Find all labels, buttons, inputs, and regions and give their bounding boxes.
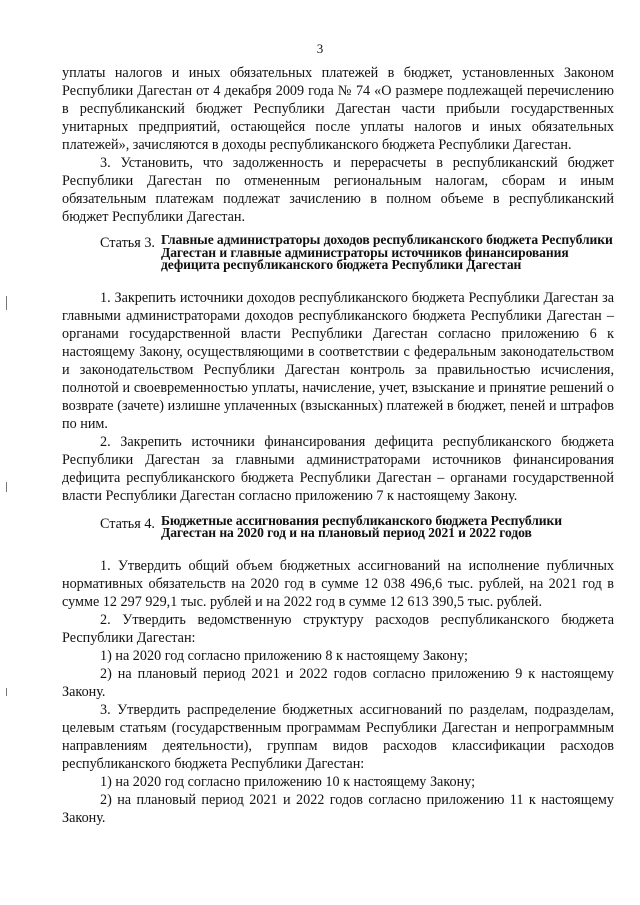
article-4-paragraph-1: 1. Утвердить общий объем бюджетных ассигнований на исполнение публичных нормативных обязательств на 2020 год в сумме 12 038 496,6 тыс. рублей, на 2021 год в сумме 12 297 929,1 тыс. рублей и на 2022 год в сумме 12 613 390,5 тыс. рублей. — [62, 557, 614, 610]
article-4-title: Бюджетные ассигнования республиканского бюджета Республики Дагестан на 2020 год и на плановый период 2021 и 2022 годов — [160, 512, 562, 540]
article-4-paragraph-2-item-2: 2) на плановый период 2021 и 2022 годов согласно приложению 9 к настоящему Закону. — [62, 665, 614, 700]
article-4-paragraph-2-item-1: 1) на 2020 год согласно приложению 8 к настоящему Закону; — [100, 647, 468, 664]
article-3-paragraph-2: 2. Закрепить источники финансирования дефицита республиканского бюджета Республики Дагестан за главными администраторами источников финансирования дефицита республиканского бюджета Республики Дагестан – органами государственной власти Республики Дагестан согласно приложению 7 к настоящему Закону. — [62, 433, 614, 504]
paragraph-item-3: 3. Установить, что задолженность и перерасчеты в республиканский бюджет Республики Дагестан по отмененным региональным налогам, сборам и иным обязательным платежам подлежат зачислению в полном объеме в республиканский бюджет Республики Дагестан. — [62, 155, 614, 225]
document-body — [62, 64, 614, 827]
article-4-paragraph-3-item-1: 1) на 2020 год согласно приложению 10 к настоящему Закону; — [100, 773, 476, 790]
article-3-label: Статья 3. — [100, 235, 155, 251]
scan-margin-marks — [6, 0, 12, 905]
paragraph-continuation: уплаты налогов и иных обязательных платежей в бюджет, установленных Законом Республики Дагестан от 4 декабря 2009 года № 74 «О размере подлежащей перечислению в республиканский бюджет Республики Дагестан части прибыли государственных унитарных предприятий, остающейся после уплаты налогов и иных обязательных платежей», зачисляются в доходы республиканского бюджета Республики Дагестан. — [62, 65, 614, 153]
article-3-heading — [62, 234, 614, 272]
article-3-title: Главные администраторы доходов республиканского бюджета Республики Дагестан и главные администраторы источников финансирования дефицита республиканского бюджета Республики Дагестан — [160, 232, 613, 272]
article-4-heading — [62, 512, 614, 540]
article-4-paragraph-3-item-2: 2) на плановый период 2021 и 2022 годов согласно приложению 11 к настоящему Закону. — [62, 791, 614, 826]
article-4-paragraph-3: 3. Утвердить распределение бюджетных ассигнований по разделам, подразделам, целевым статьям (государственным программам Республики Дагестан и непрограммным направлениям деятельности), группам видов расходов классификации расходов республиканского бюджета Республики Дагестан: — [62, 701, 614, 772]
article-4-paragraph-2: 2. Утвердить ведомственную структуру расходов республиканского бюджета Республики Дагестан: — [62, 611, 614, 646]
article-4-label: Статья 4. — [100, 515, 155, 532]
page-number: 3 — [316, 41, 324, 56]
article-3-paragraph-1: 1. Закрепить источники доходов республиканского бюджета Республики Дагестан за главными администраторами доходов республиканского бюджета Республики Дагестан – органами государственной власти Республики Дагестан согласно приложению 6 к настоящему Закону, осуществляющими в соответствии с федеральным законодательством и законодательством Республики Дагестан контроль за правильностью исчисления, полнотой и своевременностью уплаты, начисление, учет, взыскание и принятие решений о возврате (зачете) излишне уплаченных (взысканных) платежей в бюджет, пеней и штрафов по ним. — [62, 289, 614, 432]
